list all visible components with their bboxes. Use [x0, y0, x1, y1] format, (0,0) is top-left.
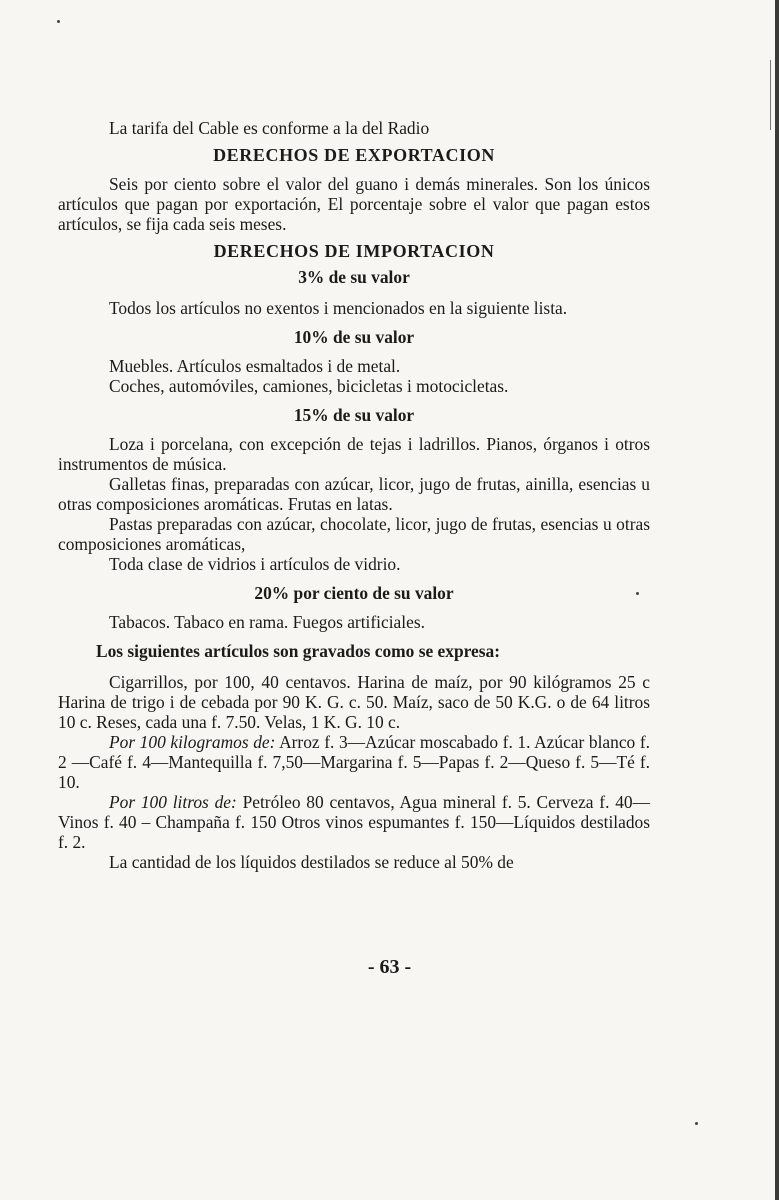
- paragraph-10pct-a: Muebles. Artículos esmaltados i de metal.: [109, 356, 401, 376]
- page-edge-line: [770, 60, 771, 130]
- paragraph-15pct-d: Toda clase de vidrios i artículos de vidrio.: [109, 554, 401, 574]
- subheading-15pct: 15% de su valor: [293, 405, 415, 425]
- paragraph-distilled: La cantidad de los líquidos destilados se reduce al 50% de: [109, 852, 514, 872]
- speck: [695, 1122, 698, 1125]
- page-text: [58, 118, 650, 872]
- paragraph-3pct: Todos los artículos no exentos i mencionados en la siguiente lista.: [109, 298, 568, 318]
- paragraph-15pct-a: Loza i porcelana, con excepción de tejas i ladrillos. Pianos, órganos i otros instrumentos de música.: [58, 434, 650, 474]
- page-number: - 63 -: [367, 956, 412, 978]
- export-paragraph: Seis por ciento sobre el valor del guano i demás minerales. Son los únicos artículos que pagan por exportación, El porcentaje sobre el valor que pagan estos artículos, se fija cada seis meses.: [58, 174, 650, 234]
- paragraph-10pct-b: Coches, automóviles, camiones, bicicletas i motocicletas.: [109, 376, 509, 396]
- subheading-20pct: 20% por ciento de su valor: [254, 583, 454, 603]
- subheading-specific-duties: Los siguientes artículos son gravados como se expresa:: [96, 641, 501, 661]
- cable-rate-line: La tarifa del Cable es conforme a la del Radio: [109, 118, 430, 138]
- speck: [57, 20, 60, 23]
- subheading-10pct: 10% de su valor: [293, 327, 415, 347]
- paragraph-15pct-b: Galletas finas, preparadas con azúcar, licor, jugo de frutas, ainilla, esencias u otras composiciones aromáticas. Frutas en latas.: [58, 474, 650, 514]
- paragraph-per-100l: [58, 792, 650, 852]
- per-100l-list: Petróleo 80 centavos, Agua mineral f. 5. Cerveza f. 40—Vinos f. 40 – Champaña f. 150 Otros vinos espumantes f. 150—Líquidos destilados f. 2.: [58, 792, 650, 852]
- per-100kg-lead: Por 100 kilogramos de:: [109, 732, 276, 752]
- per-100l-lead: Por 100 litros de:: [109, 792, 237, 812]
- export-heading: DERECHOS DE EXPORTACION: [213, 145, 495, 165]
- paragraph-15pct-c: Pastas preparadas con azúcar, chocolate, licor, jugo de frutas, esencias u otras composiciones aromáticas,: [58, 514, 650, 554]
- paragraph-specific-duties: Cigarrillos, por 100, 40 centavos. Harina de maíz, por 90 kilógramos 25 c Harina de trigo i de cebada por 90 K. G. c. 50. Maíz, saco de 50 K.G. o de 64 litros 10 c. Reses, cada una f. 7.50. Velas, 1 K. G. 10 c.: [58, 672, 650, 732]
- subheading-3pct: 3% de su valor: [298, 267, 410, 287]
- page-edge-shadow: [775, 0, 779, 1200]
- per-100kg-list: Arroz f. 3—Azúcar moscabado f. 1. Azúcar blanco f. 2 —Café f. 4—Mantequilla f. 7,50—Margarina f. 5—Papas f. 2—Queso f. 5—Té f. 10.: [58, 732, 650, 792]
- import-heading: DERECHOS DE IMPORTACION: [213, 241, 495, 261]
- paragraph-per-100kg: [58, 732, 650, 792]
- paragraph-20pct: Tabacos. Tabaco en rama. Fuegos artificiales.: [109, 612, 425, 632]
